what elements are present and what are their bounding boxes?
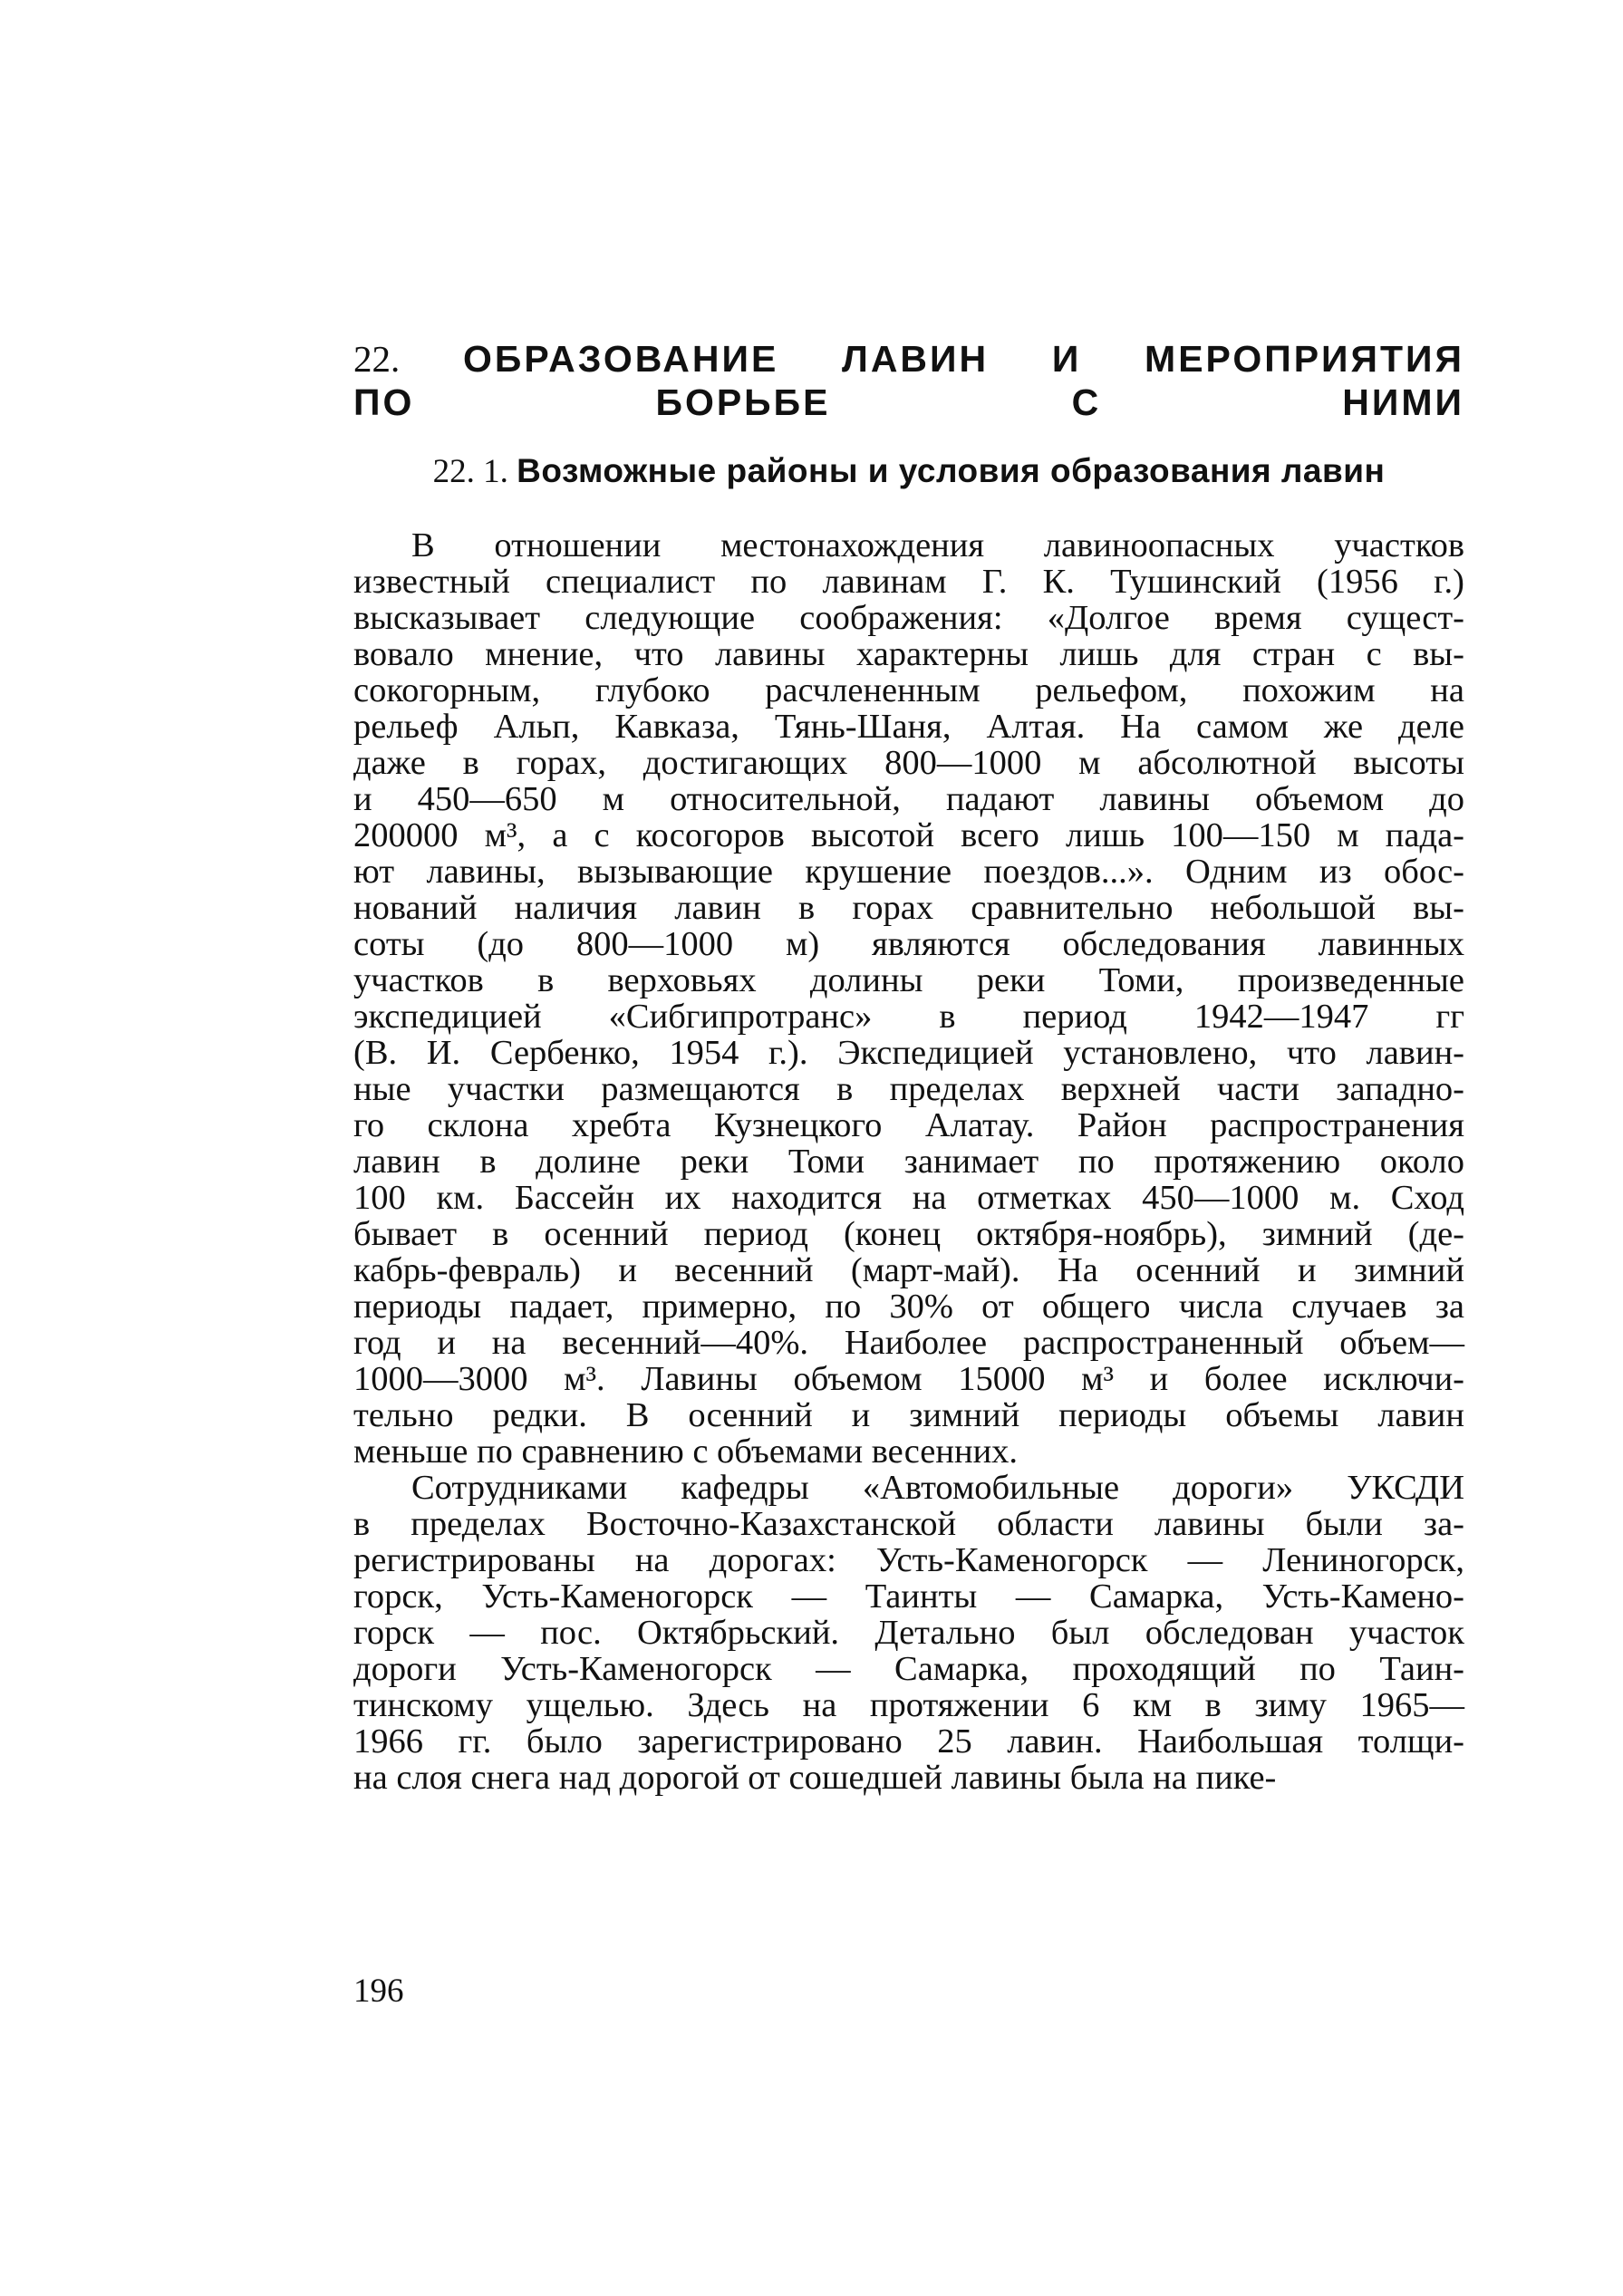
text-line: сокогорным, глубоко расчлененным рельефом, похожим на — [353, 671, 1464, 709]
text-line: экспедицией «Сибгипротранс» в период 1942—1947 гг — [353, 998, 1464, 1036]
text-line: тинскому ущелью. Здесь на протяжении 6 км в зиму 1965— — [353, 1686, 1464, 1724]
text-line: Сотрудниками кафедры «Автомобильные дороги» УКСДИ — [411, 1469, 1464, 1507]
text-line: тельно редки. В осенний и зимний периоды объемы лавин — [353, 1396, 1464, 1434]
text-line: нований наличия лавин в горах сравнительно небольшой вы- — [353, 889, 1464, 927]
paragraph-2 — [353, 1470, 1464, 1796]
text-line: меньше по сравнению с объемами весенних. — [353, 1433, 1019, 1471]
section-number: 22. 1. — [432, 453, 508, 490]
text-line: горск, Усть-Каменогорск — Таинты — Самарка, Усть-Камено- — [353, 1577, 1464, 1616]
text-line: В отношении местонахождения лавиноопасных участков — [411, 526, 1464, 564]
text-line: регистрированы на дорогах: Усть-Каменогорск — Лениногорск, — [353, 1541, 1464, 1579]
text-line: дороги Усть-Каменогорск — Самарка, проходящий по Таин- — [353, 1650, 1464, 1688]
section-title — [353, 451, 1464, 492]
section-heading-text: Возможные районы и условия образования лавин — [517, 452, 1386, 489]
chapter-title — [353, 337, 1464, 424]
text-line: ные участки размещаются в пределах верхней части западно- — [353, 1070, 1464, 1108]
chapter-title-line-2: ПО БОРЬБЕ С НИМИ — [353, 381, 1464, 423]
page-number: 196 — [353, 1973, 404, 2010]
text-line: год и на весенний—40%. Наиболее распространенный объем— — [353, 1324, 1464, 1362]
text-line: периоды падает, примерно, по 30% от общего числа случаев за — [353, 1288, 1464, 1326]
text-line: 1000—3000 м³. Лавины объемом 15000 м³ и более исключи- — [353, 1360, 1464, 1398]
text-line: бывает в осенний период (конец октября-ноябрь), зимний (де- — [353, 1215, 1464, 1253]
text-line: горск — пос. Октябрьский. Детально был обследован участок — [353, 1614, 1464, 1652]
text-line: рельеф Альп, Кавказа, Тянь-Шаня, Алтая. На самом же деле — [353, 708, 1464, 746]
text-line: 100 км. Бассейн их находится на отметках 450—1000 м. Сход — [353, 1179, 1464, 1217]
text-line: ют лавины, вызывающие крушение поездов...». Одним из обос- — [353, 853, 1464, 891]
text-line: в пределах Восточно-Казахстанской области лавины были за- — [353, 1505, 1464, 1543]
text-line: известный специалист по лавинам Г. К. Тушинский (1956 г.) — [353, 563, 1464, 601]
chapter-number: 22. — [353, 338, 401, 380]
text-line: и 450—650 м относительной, падают лавины объемом до — [353, 780, 1464, 818]
text-line: вовало мнение, что лавины характерны лишь для стран с вы- — [353, 635, 1464, 673]
chapter-title-text-1: ОБРАЗОВАНИЕ ЛАВИН И МЕРОПРИЯТИЯ — [462, 338, 1464, 380]
paragraph-1 — [353, 527, 1464, 1470]
body-text — [353, 527, 1464, 1796]
text-line: 200000 м³, а с косогоров высотой всего лишь 100—150 м пада- — [353, 816, 1464, 854]
text-line: кабрь-февраль) и весенний (март-май). На осенний и зимний — [353, 1251, 1464, 1289]
text-line: даже в горах, достигающих 800—1000 м абсолютной высоты — [353, 744, 1464, 782]
text-line: лавин в долине реки Томи занимает по протяжению около — [353, 1143, 1464, 1181]
text-line: соты (до 800—1000 м) являются обследования лавинных — [353, 925, 1464, 963]
text-line: на слоя снега над дорогой от сошедшей лавины была на пике- — [353, 1759, 1277, 1797]
text-line: 1966 гг. было зарегистрировано 25 лавин. Наибольшая толщи- — [353, 1722, 1464, 1761]
text-line: (В. И. Сербенко, 1954 г.). Экспедицией установлено, что лавин- — [353, 1034, 1464, 1072]
text-line: участков в верховьях долины реки Томи, произведенные — [353, 961, 1464, 999]
chapter-title-line-1 — [353, 337, 1464, 381]
text-line: го склона хребта Кузнецкого Алатау. Район распространения — [353, 1106, 1464, 1144]
document-page — [353, 0, 1464, 2296]
text-line: высказывает следующие соображения: «Долгое время сущест- — [353, 599, 1464, 637]
